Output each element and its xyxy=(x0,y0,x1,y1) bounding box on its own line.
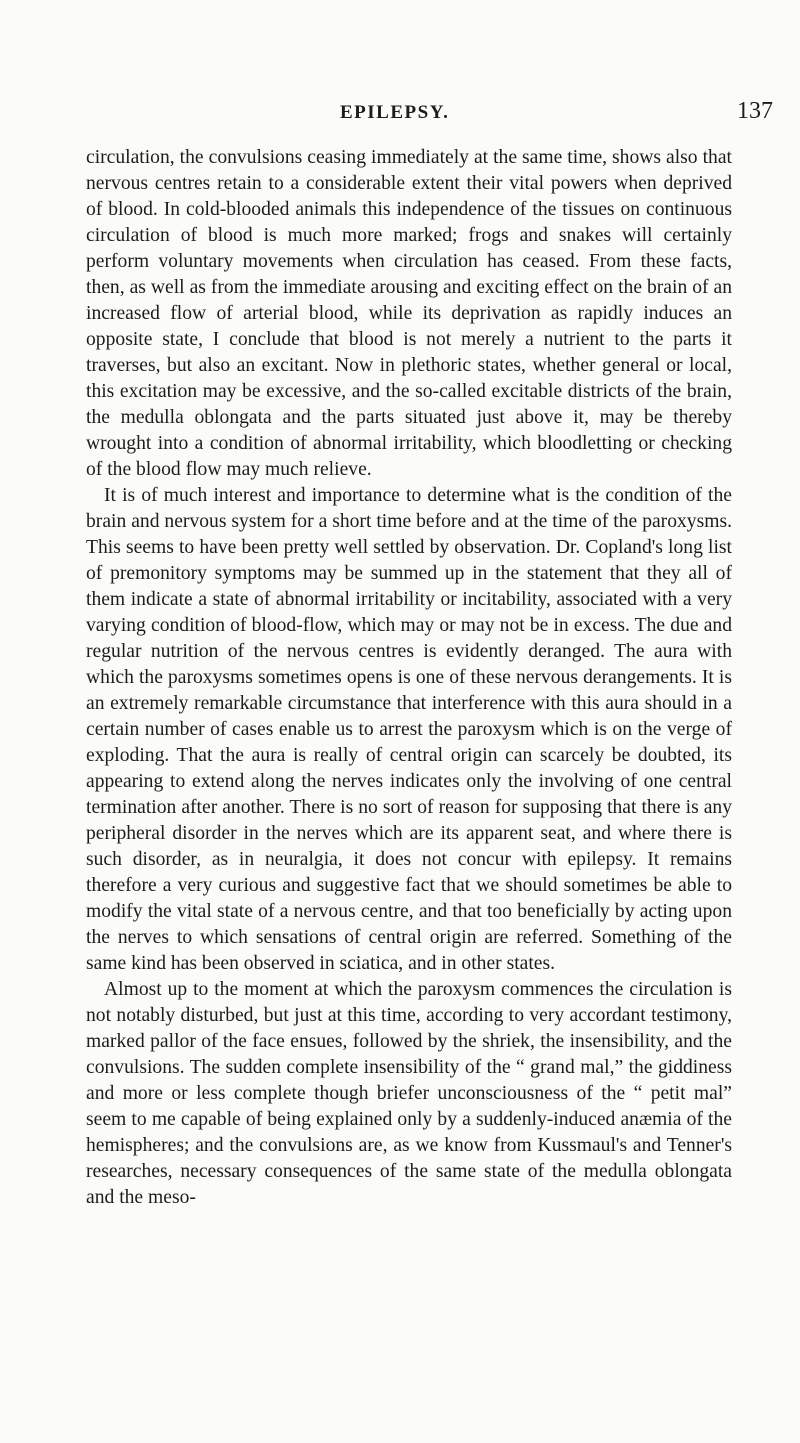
page-number: 137 xyxy=(737,98,773,124)
body-text xyxy=(86,145,732,1211)
running-head xyxy=(0,90,800,130)
running-head-title: EPILEPSY. xyxy=(340,102,450,123)
paragraph-premonitory-symptoms: It is of much interest and importance to determine what is the condition of the brain and nervous system for a short time before and at the time of the paroxysms. This seems to have been pretty well settled by observation. Dr. Copland's long list of premonitory symptoms may be summed up in the statement that they all of them indicate a state of abnormal irritability or incitability, associated with a very varying condition of blood-flow, which may or may not be in excess. The due and regular nutrition of the nervous centres is evidently deranged. The aura with which the paroxysms sometimes opens is one of these nervous derangements. It is an extremely remarkable circumstance that interference with this aura should in a certain number of cases enable us to arrest the paroxysm which is on the verge of exploding. That the aura is really of central origin can scarcely be doubted, its appearing to extend along the nerves indicates only the involving of one central termination after another. There is no sort of reason for supposing that there is any peripheral disorder in the nerves which are its apparent seat, and where there is such disorder, as in neuralgia, it does not concur with epilepsy. It remains therefore a very curious and suggestive fact that we should sometimes be able to modify the vital state of a nervous centre, and that too beneficially by acting upon the nerves to which sensations of central origin are referred. Something of the same kind has been observed in sciatica, and in other states. xyxy=(86,485,732,974)
paragraph-continued: circulation, the convulsions ceasing immediately at the same time, shows also that nervous centres retain to a considerable extent their vital powers when deprived of blood. In cold-blooded animals this independence of the tissues on continuous circulation of blood is much more marked; frogs and snakes will certainly perform voluntary movements when circulation has ceased. From these facts, then, as well as from the immediate arousing and exciting effect on the brain of an increased flow of arterial blood, while its deprivation as rapidly induces an opposite state, I conclude that blood is not merely a nutrient to the parts it traverses, but also an excitant. Now in plethoric states, whether general or local, this excitation may be excessive, and the so-called excitable districts of the brain, the medulla oblongata and the parts situated just above it, may be thereby wrought into a condition of abnormal irritability, which bloodletting or checking of the blood flow may much relieve. xyxy=(86,147,732,480)
paragraph-paroxysm-onset: Almost up to the moment at which the paroxysm commences the circulation is not notably disturbed, but just at this time, according to very accordant testimony, marked pallor of the face ensues, followed by the shriek, the insensibility, and the convulsions. The sudden complete insensibility of the “ grand mal,” the giddiness and more or less complete though briefer unconsciousness of the “ petit mal” seem to me capable of being explained only by a suddenly-induced anæmia of the hemispheres; and the convulsions are, as we know from Kussmaul's and Tenner's researches, necessary consequences of the same state of the medulla oblongata and the meso- xyxy=(86,979,732,1208)
